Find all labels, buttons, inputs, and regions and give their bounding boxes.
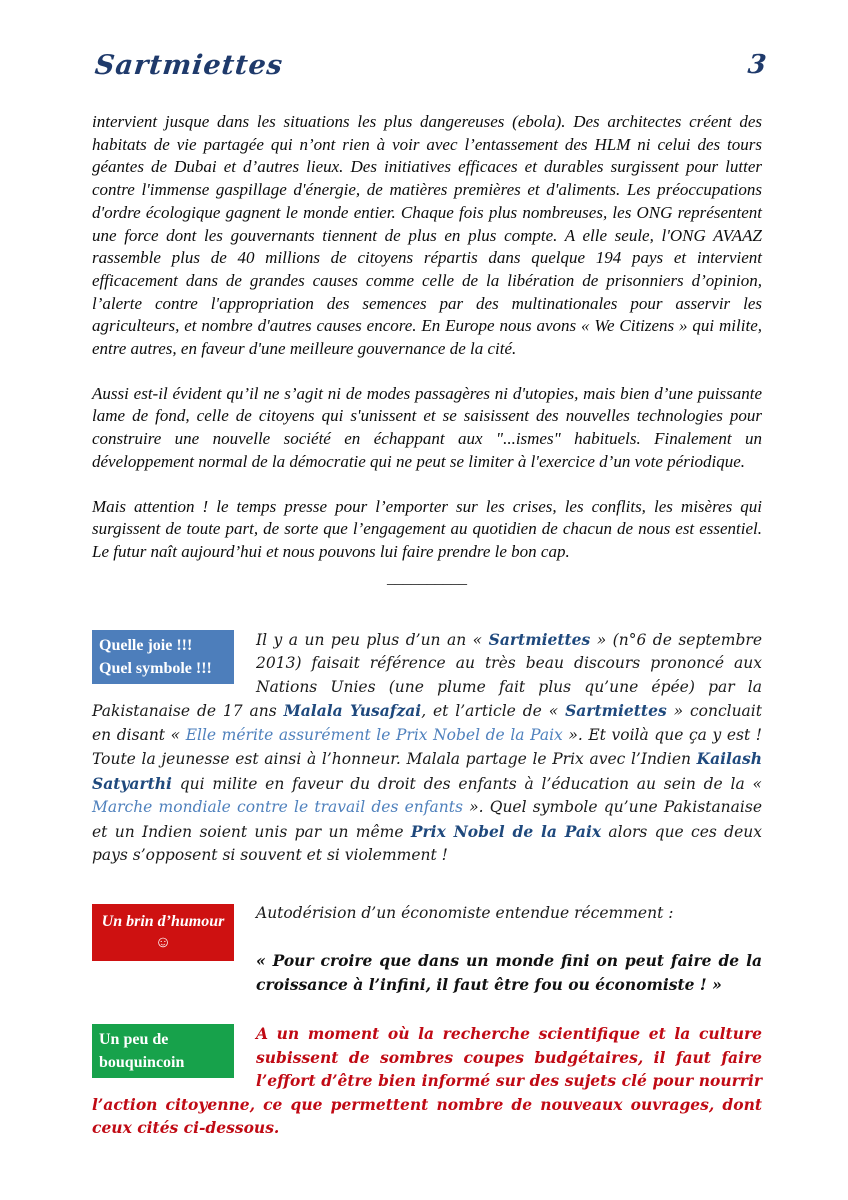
body-text-block [92, 111, 762, 564]
bouquincoin-paragraph: A un moment où la recherche scientifique et la culture subissent de sombres coupes budgétaires, il faut faire l’effort d’être bien informé sur des sujets clé pour nourrir l’action citoyenne, ce que permettent nombre de nouveaux ouvrages, dont ceux cités ci-dessous. [92, 1024, 762, 1138]
newsletter-title: Sartmiettes [93, 50, 285, 81]
page-header [0, 0, 848, 81]
page-content [0, 81, 848, 1140]
section-divider: __________ [387, 569, 467, 587]
quelle-joie-badge [92, 630, 234, 684]
page-number: 3 [746, 50, 768, 80]
humour-badge [92, 904, 234, 961]
badge-line: Quelle joie !!! [99, 636, 193, 654]
badge-line: Un peu de [99, 1031, 169, 1049]
section-bouquincoin [92, 1022, 762, 1140]
body-paragraph-1: intervient jusque dans les situations les plus dangereuses (ebola). Des architectes créent des habitats de vie partagée qui n’ont rien à voir avec l’entassement des HLM ni celui des tours géantes de Dubai et d’autres lieux. Des initiatives efficaces et durables surgissent pour lutter contre l'immense gaspillage d'énergie, de matières premières et d'aliments. Les préoccupations d'ordre écologique gagnent le monde entier. Chaque fois plus nombreuses, les ONG représentent une force dont les gouvernants tiennent de plus en plus compte. A elle seule, l'ONG AVAAZ rassemble plus de 40 millions de citoyens répartis dans quelque 194 pays et intervient efficacement dans de grandes causes comme celle de la libération de prisonniers d’opinion, l’alerte contre l'appropriation des semences par des multinationales pour asservir les agriculteurs, et nombre d'autres causes encore. En Europe nous avons « We Citizens » qui milite, entre autres, en faveur d'une meilleure gouvernance de la cité. [92, 112, 762, 359]
section-humour [92, 902, 762, 997]
badge-line: Un brin d’humour [101, 912, 225, 930]
section-quelle-joie [92, 628, 762, 868]
body-paragraph-2: Aussi est-il évident qu’il ne s’agit ni de modes passagères ni d'utopies, mais bien d’une puissante lame de fond, celle de citoyens qui s'unissent et se saisissent des nouvelles technologies pour construire une nouvelle société en échappant aux "...ismes" habituels. Finalement un développement normal de la démocratie qui ne peut se limiter à l'exercice d’un vote périodique. [92, 383, 762, 471]
humour-quote: « Pour croire que dans un monde fini on peut faire de la croissance à l’infini, il faut être fou ou économiste ! » [256, 951, 762, 994]
bouquincoin-badge [92, 1024, 234, 1078]
humour-intro: Autodérision d’un économiste entendue récemment : [256, 903, 674, 922]
smiley-icon: ☺ [154, 933, 172, 951]
quelle-joie-paragraph: Il y a un peu plus d’un an « Sartmiettes » (n°6 de septembre 2013) faisait référence au très beau discours prononcé aux Nations Unies (une plume fait plus qu’une épée) par la Pakistanaise de 17 ans Malala Yusafzai, et l’article de « Sartmiettes » concluait en disant « Elle mérite assurément le Prix Nobel de la Paix ». Et voilà que ça y est ! Toute la jeunesse est ainsi à l’honneur. Malala partage le Prix avec l’Indien Kailash Satyarthi qui milite en faveur du droit des enfants à l’éducation au sein de la « Marche mondiale contre le travail des enfants ». Quel symbole qu’une Pakistanaise et un Indien soient unis par un même Prix Nobel de la Paix alors que ces deux pays s’opposent si souvent et si violemment ! [92, 629, 762, 865]
badge-line: bouquincoin [99, 1054, 185, 1072]
badge-line: Quel symbole !!! [99, 659, 212, 677]
body-paragraph-3: Mais attention ! le temps presse pour l’emporter sur les crises, les conflits, les misères qui surgissent de toute part, de sorte que l’engagement au quotidien de chacun de nous est essentiel. Le futur naît aujourd’hui et nous pouvons lui faire prendre le bon cap. [92, 496, 762, 561]
